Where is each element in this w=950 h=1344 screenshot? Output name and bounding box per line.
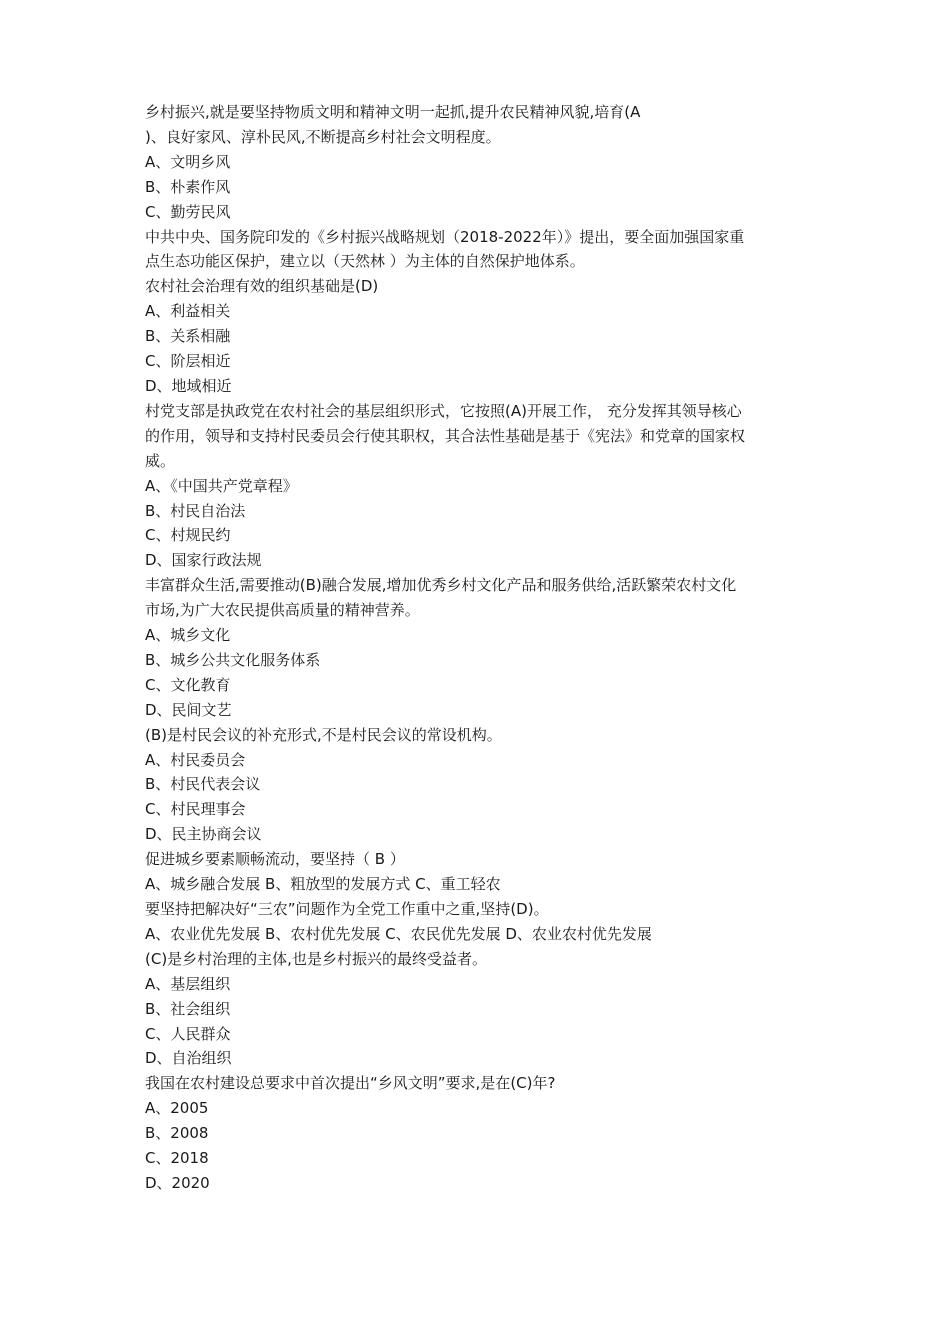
text-line: D、民主协商会议 [145, 825, 262, 844]
text-line: (B)是村民会议的补充形式,不是村民会议的常设机构。 [145, 725, 502, 744]
text-line: D、自治组织 [145, 1049, 232, 1068]
text-line: B、2008 [145, 1124, 209, 1143]
text-line: 中共中央、国务院印发的《乡村振兴战略规划（2018-2022年）》提出，要全面加强国家重 [145, 227, 745, 246]
text-line: A、《中国共产党章程》 [145, 476, 298, 495]
text-line: 丰富群众生活,需要推动(B)融合发展,增加优秀乡村文化产品和服务供给,活跃繁荣农村文化 [145, 576, 737, 595]
text-line: C、勤劳民风 [145, 202, 231, 221]
text-line: B、社会组织 [145, 999, 231, 1018]
text-line: A、2005 [145, 1099, 209, 1118]
text-line: A、城乡文化 [145, 626, 231, 645]
text-line: 村党支部是执政党在农村社会的基层组织形式，它按照(A)开展工作， 充分发挥其领导核心 [145, 401, 742, 420]
text-line: B、村民自治法 [145, 501, 246, 520]
text-line: A、城乡融合发展 B、粗放型的发展方式 C、重工轻农 [145, 875, 501, 894]
text-line: 农村社会治理有效的组织基础是(D) [145, 277, 379, 296]
text-line: B、朴素作风 [145, 177, 231, 196]
text-line: B、村民代表会议 [145, 775, 261, 794]
text-line: 市场,为广大农民提供高质量的精神营养。 [145, 601, 420, 620]
text-line: C、阶层相近 [145, 352, 231, 371]
text-line: A、农业优先发展 B、农村优先发展 C、农民优先发展 D、农业农村优先发展 [145, 924, 652, 943]
text-line: B、关系相融 [145, 327, 231, 346]
text-line: A、村民委员会 [145, 750, 246, 769]
text-line: D、2020 [145, 1173, 210, 1192]
text-line: 要坚持把解决好“三农”问题作为全党工作重中之重,坚持(D)。 [145, 900, 549, 918]
text-line: 我国在农村建设总要求中首次提出“乡风文明”要求,是在(C)年? [145, 1074, 556, 1093]
text-line: C、2018 [145, 1149, 209, 1168]
text-line: D、地域相近 [145, 376, 232, 395]
text-line: C、文化教育 [145, 675, 231, 694]
text-line: (C)是乡村治理的主体,也是乡村振兴的最终受益者。 [145, 949, 487, 968]
text-line: )、良好家风、淳朴民风,不断提高乡村社会文明程度。 [145, 127, 501, 146]
document-page [145, 100, 810, 1196]
text-line: 点生态功能区保护，建立以（天然林 ）为主体的自然保护地体系。 [145, 252, 585, 271]
text-line: B、城乡公共文化服务体系 [145, 650, 321, 669]
text-line: 威。 [145, 451, 176, 470]
text-line: 乡村振兴,就是要坚持物质文明和精神文明一起抓,提升农民精神风貌,培育(A [145, 103, 641, 121]
text-line: A、基层组织 [145, 974, 231, 993]
text-line: C、村民理事会 [145, 800, 246, 819]
text-line: A、文明乡风 [145, 152, 231, 171]
text-line: A、利益相关 [145, 302, 231, 321]
text-line: D、国家行政法规 [145, 551, 262, 570]
text-line: C、人民群众 [145, 1024, 231, 1043]
text-line: C、村规民约 [145, 526, 231, 545]
text-line: D、民间文艺 [145, 700, 232, 719]
text-line: 的作用，领导和支持村民委员会行使其职权，其合法性基础是基于《宪法》和党章的国家权 [145, 426, 746, 445]
text-line: 促进城乡要素顺畅流动，要坚持（ B ） [145, 850, 405, 869]
